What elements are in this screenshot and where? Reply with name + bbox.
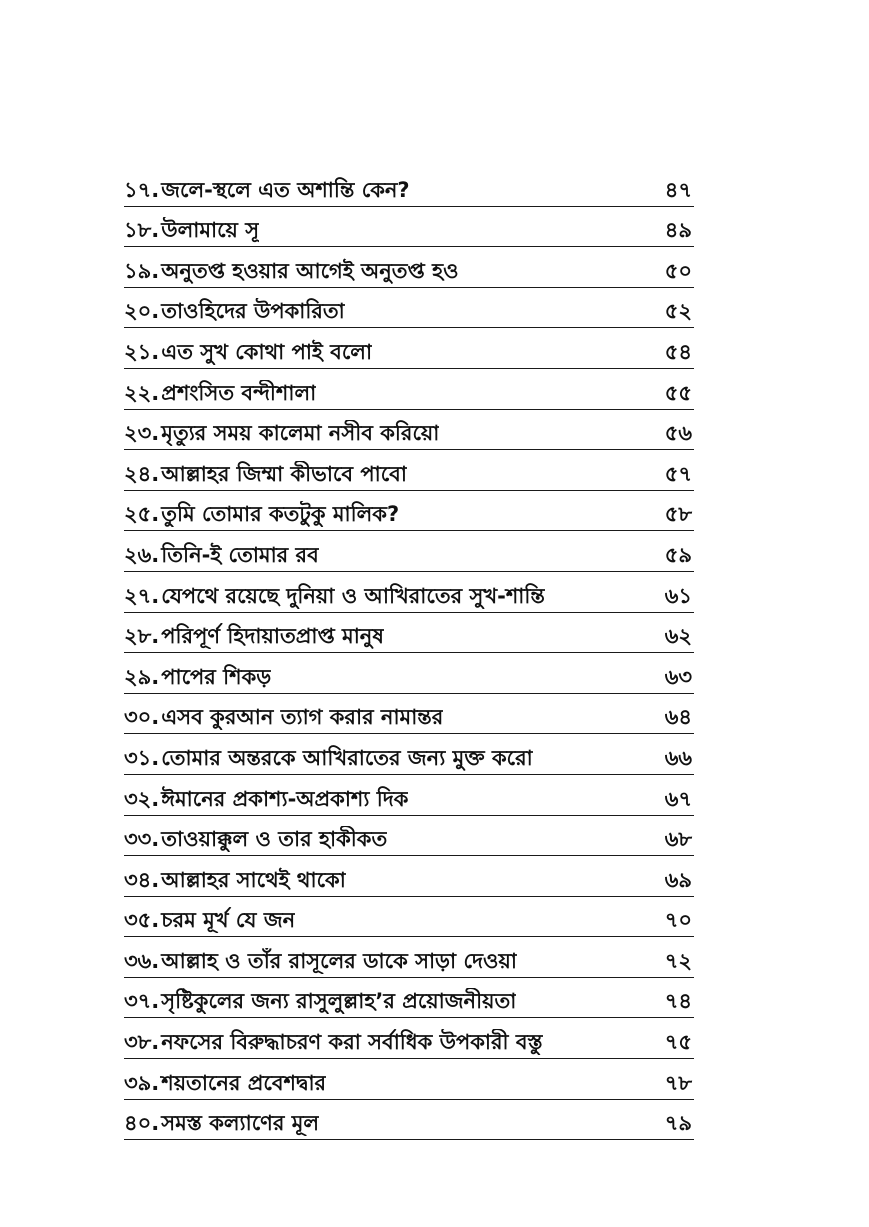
toc-entry — [124, 207, 694, 248]
entry-page-number: ৬৬ — [664, 745, 692, 770]
entry-number: ৪০. — [124, 1111, 160, 1136]
entry-number: ৩৫. — [124, 908, 160, 933]
entry-title: পরিপূর্ণ হিদায়াতপ্রাপ্ত মানুষ — [161, 624, 384, 649]
entry-title: তুমি তোমার কতটুকু মালিক? — [161, 502, 400, 527]
entry-title: এসব কুরআন ত্যাগ করার নামান্তর — [161, 705, 444, 730]
entry-number: ৩১. — [124, 745, 160, 770]
toc-entry — [124, 613, 694, 654]
entry-title: আল্লাহর জিম্মা কীভাবে পাবো — [161, 461, 407, 486]
entry-number: ২১. — [124, 339, 160, 364]
toc-entry — [124, 288, 694, 329]
entry-number: ২৬. — [124, 542, 160, 567]
entry-page-number: ৬৩ — [664, 664, 692, 689]
table-of-contents — [124, 166, 694, 1140]
entry-page-number: ৫৭ — [664, 461, 692, 486]
toc-entry — [124, 1018, 694, 1059]
entry-title: সমস্ত কল্যাণের মূল — [161, 1111, 320, 1136]
entry-page-number: ৬৮ — [664, 827, 692, 852]
entry-title: মৃত্যুর সময় কালেমা নসীব করিয়ো — [161, 421, 440, 446]
toc-entry — [124, 694, 694, 735]
entry-number: ৩৮. — [124, 1030, 160, 1055]
toc-entry — [124, 247, 694, 288]
toc-entry — [124, 1100, 694, 1141]
entry-title: শয়তানের প্রবেশদ্বার — [161, 1070, 327, 1095]
entry-number: ২৩. — [124, 421, 160, 446]
entry-number: ২৪. — [124, 461, 160, 486]
entry-title: আল্লাহর সাথেই থাকো — [161, 867, 346, 892]
entry-page-number: ৭২ — [664, 948, 692, 973]
entry-page-number: ৫৪ — [664, 339, 692, 364]
toc-entry — [124, 734, 694, 775]
entry-page-number: ৫০ — [664, 258, 692, 283]
entry-page-number: ৭৯ — [664, 1111, 692, 1136]
entry-title: উলামায়ে সূ — [161, 218, 260, 243]
entry-title: তাওয়াক্কুল ও তার হাকীকত — [161, 827, 388, 852]
entry-title: চরম মূর্খ যে জন — [161, 908, 296, 933]
entry-number: ৩৯. — [124, 1070, 160, 1095]
toc-entry — [124, 328, 694, 369]
entry-title: এত সুখ কোথা পাই বলো — [161, 339, 373, 364]
toc-entry — [124, 937, 694, 978]
entry-number: ১৯. — [124, 258, 160, 283]
entry-page-number: ৬৭ — [664, 786, 692, 811]
entry-page-number: ৬৯ — [664, 867, 692, 892]
entry-number: ২৯. — [124, 664, 160, 689]
toc-entry — [124, 410, 694, 451]
entry-page-number: ৭৮ — [664, 1070, 692, 1095]
entry-title: আল্লাহ ও তাঁর রাসূলের ডাকে সাড়া দেওয়া — [161, 948, 517, 973]
entry-title: তাওহিদের উপকারিতা — [161, 299, 345, 324]
entry-page-number: ৭৪ — [664, 989, 692, 1014]
entry-number: ১৭. — [124, 177, 160, 202]
toc-entry — [124, 531, 694, 572]
toc-entry — [124, 1059, 694, 1100]
toc-entry — [124, 775, 694, 816]
toc-entry — [124, 816, 694, 857]
entry-number: ২৫. — [124, 502, 160, 527]
entry-page-number: ৭৫ — [664, 1030, 692, 1055]
entry-number: ১৮. — [124, 218, 160, 243]
toc-entry — [124, 491, 694, 532]
entry-title: তোমার অন্তরকে আখিরাতের জন্য মুক্ত করো — [161, 745, 533, 770]
entry-title: সৃষ্টিকুলের জন্য রাসুলুল্লাহ’র প্রয়োজনীয়তা — [161, 989, 517, 1014]
toc-entry — [124, 978, 694, 1019]
entry-number: ২৭. — [124, 583, 160, 608]
entry-number: ২০. — [124, 299, 160, 324]
entry-number: ৩৩. — [124, 827, 160, 852]
entry-page-number: ৫৯ — [664, 542, 692, 567]
entry-number: ৩০. — [124, 705, 160, 730]
entry-number: ২২. — [124, 380, 160, 405]
toc-entry — [124, 572, 694, 613]
entry-page-number: ৫৫ — [664, 380, 692, 405]
toc-entry — [124, 897, 694, 938]
entry-title: ঈমানের প্রকাশ্য-অপ্রকাশ্য দিক — [161, 786, 409, 811]
entry-title: নফসের বিরুদ্ধাচরণ করা সর্বাধিক উপকারী বস্তু — [161, 1030, 543, 1055]
entry-number: ৩৬. — [124, 948, 160, 973]
entry-page-number: ৫৮ — [664, 502, 692, 527]
toc-entry — [124, 369, 694, 410]
entry-title: প্রশংসিত বন্দীশালা — [161, 380, 317, 405]
entry-page-number: ৫২ — [664, 299, 692, 324]
entry-page-number: ৪৭ — [664, 177, 692, 202]
toc-entry — [124, 653, 694, 694]
entry-title: অনুতপ্ত হওয়ার আগেই অনুতপ্ত হও — [161, 258, 459, 283]
entry-page-number: ৬২ — [664, 624, 692, 649]
entry-number: ৩৭. — [124, 989, 160, 1014]
entry-title: তিনি-ই তোমার রব — [161, 542, 319, 567]
toc-entry — [124, 450, 694, 491]
toc-entry — [124, 856, 694, 897]
entry-number: ৩২. — [124, 786, 160, 811]
entry-title: যেপথে রয়েছে দুনিয়া ও আখিরাতের সুখ-শান্তি — [161, 583, 545, 608]
entry-title: জলে-স্থলে এত অশান্তি কেন? — [161, 177, 410, 202]
entry-page-number: ৬১ — [664, 583, 692, 608]
entry-page-number: ৭০ — [664, 908, 692, 933]
entry-number: ৩৪. — [124, 867, 160, 892]
toc-entry — [124, 166, 694, 207]
entry-page-number: ৬৪ — [664, 705, 692, 730]
entry-page-number: ৫৬ — [664, 421, 692, 446]
entry-title: পাপের শিকড় — [161, 664, 272, 689]
entry-page-number: ৪৯ — [664, 218, 692, 243]
entry-number: ২৮. — [124, 624, 160, 649]
